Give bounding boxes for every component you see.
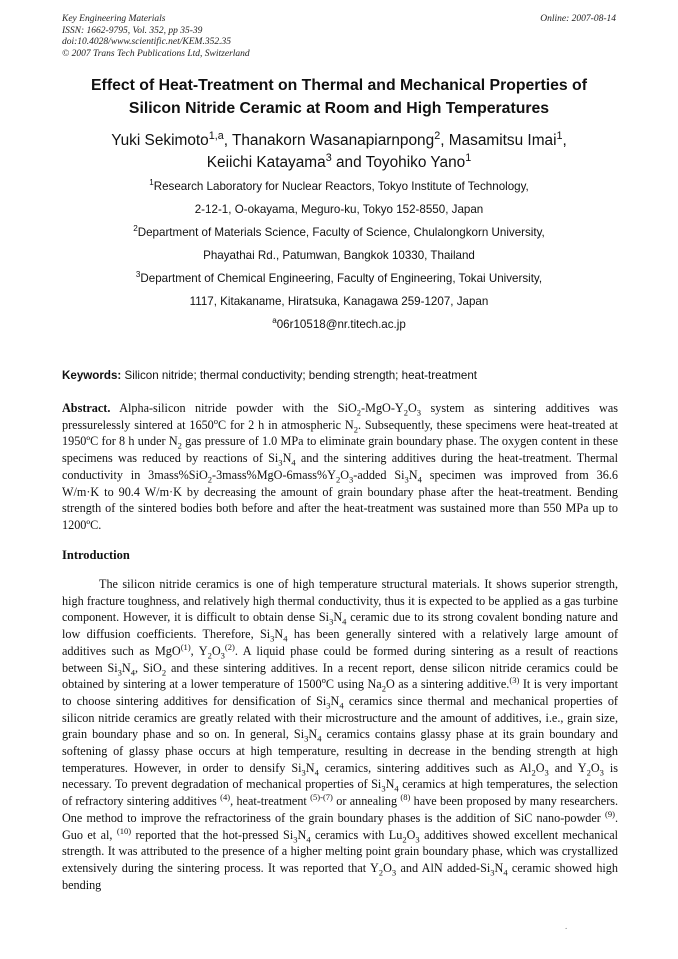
email-line <box>30 316 648 334</box>
intro-t: and these sintering additives. In a recent report, dense silicon nitride ceramics could be obtained by sintering at a lower temperature of 1500 <box>62 660 618 692</box>
intro-t: has been generally sintered with a relatively large amount of additives such as MgO <box>62 627 619 658</box>
aff-3-num: 3 <box>135 270 141 280</box>
abs-t14: specimen was improved from 36.6 W/m·K to 90.4 W/m·K by decreasing the amount of grain boundary phase after the heat-treatment. Bending strength of the sintered bodies both before and after the heat-treatment was sustained more than 550 MPa up to 1200ºC. <box>62 467 618 532</box>
intro-t: C using Na <box>325 677 382 692</box>
abstract-label: Abstract. <box>62 401 111 415</box>
intro-t: ceramics, sintering additives such as Al <box>318 760 532 775</box>
intro-t: have been proposed by many researchers. One method to improve the refractoriness of the grain boundary phases is the addition of SiC nano-powder <box>62 794 619 825</box>
page-mark: . <box>565 921 568 931</box>
sub: 3 <box>304 733 309 744</box>
sub: 3 <box>349 474 354 485</box>
authors-line-2 <box>30 152 648 174</box>
affiliation-3-line-2: 1117, Kitakaname, Hiratsuka, Kanagawa 259-1207, Japan <box>189 295 489 308</box>
sub: 2 <box>335 474 341 485</box>
intro-t: N <box>121 660 131 675</box>
sub: 4 <box>339 700 344 711</box>
degree-sup: o <box>213 415 219 426</box>
journal-meta <box>62 14 250 60</box>
intro-t: O <box>211 643 221 658</box>
sub: 3 <box>329 616 334 627</box>
author-3: Masamitsu Imai <box>448 132 557 149</box>
abs-t5: C for 2 h in atmospheric N <box>218 417 354 432</box>
intro-t: O <box>383 860 392 875</box>
abs-t9: and the sintering additives during the heat-treatment. Thermal conductivity in 3mass%SiO <box>62 451 618 482</box>
sub: 4 <box>306 833 311 844</box>
abs-t12: -added Si <box>353 467 405 482</box>
intro-t: The silicon nitride ceramics is one of high temperature structural materials. It shows superior strength, high fracture toughness, and relatively high thermal conductivity, thus it is expected to be applied as a gas turbine component. However, it is difficult to obtain dense Si <box>62 577 618 625</box>
author-5-sup: 1 <box>465 151 472 164</box>
intro-t: It is very important to choose sintering additives for densification of Si <box>62 677 619 708</box>
title-line-1: Effect of Heat-Treatment on Thermal and Mechanical Properties of <box>91 77 587 94</box>
intro-t: O <box>406 827 416 842</box>
author-2: Thanakorn Wasanapiarnpong <box>231 132 435 149</box>
sub: 2 <box>402 833 407 844</box>
author-1: Yuki Sekimoto <box>111 132 209 149</box>
sub: 4 <box>417 474 422 485</box>
sub: 2 <box>586 767 591 778</box>
authors-line-1: Yuki Sekimoto$^{1,a}$, Thanakorn Wasanapiarnpong$^2$, Masamitsu Imai$^1$, <box>111 129 567 149</box>
paper-title <box>40 74 638 120</box>
copyright: © 2007 Trans Tech Publications Ltd, Switzerland <box>62 48 250 59</box>
intro-t: N <box>305 760 315 775</box>
sub: 3 <box>326 700 331 711</box>
intro-t: N <box>308 727 318 742</box>
abs-t10: -3mass%MgO-6mass%Y <box>212 467 336 482</box>
intro-t: N <box>333 610 343 625</box>
ref-8[interactable]: (8) <box>400 792 411 803</box>
degree-sup: o <box>321 675 326 686</box>
author-2-sup: 2 <box>434 129 441 142</box>
author-5: Toyohiko Yano <box>365 154 466 171</box>
affiliation-1-line-2: 2-12-1, O-okayama, Meguro-ku, Tokyo 152-8550, Japan <box>194 203 484 216</box>
keywords <box>62 368 622 384</box>
sub: 3 <box>416 407 422 418</box>
intro-t: N <box>297 827 307 842</box>
abs-t1: Alpha-silicon nitride powder with the SiO <box>119 401 357 415</box>
sub: 2 <box>356 407 362 418</box>
aff-1-text: Research Laboratory for Nuclear Reactors, Tokyo Institute of Technology, <box>153 180 529 193</box>
sub: 4 <box>317 733 322 744</box>
ref-5-7[interactable]: (5)-(7) <box>310 792 333 803</box>
abs-t13: N <box>408 467 418 482</box>
affiliations <box>30 178 648 334</box>
author-4-sup: 3 <box>325 151 332 164</box>
intro-t: is necessary. To prevent degradation of mechanical properties of Si <box>62 760 618 792</box>
aff-2-num: 2 <box>133 224 138 234</box>
intro-t: ceramic due to its strong covalent bonding nature and low diffusion coefficients. Therefore, Si <box>62 610 618 642</box>
sub: 4 <box>283 633 288 644</box>
intro-t: O as a sintering additive. <box>385 677 510 692</box>
email-sup: a <box>272 316 277 326</box>
sub: 3 <box>599 767 604 778</box>
intro-t: O <box>590 760 600 775</box>
sub: 2 <box>161 666 167 677</box>
abstract-paragraph <box>62 400 618 534</box>
sub: 3 <box>381 783 386 794</box>
sub: 3 <box>220 650 225 661</box>
intro-t: and AlN added-Si <box>396 860 491 875</box>
email-address[interactable]: 06r10518@nr.titech.ac.jp <box>276 318 406 331</box>
intro-t: ceramics with Lu <box>310 827 403 842</box>
sub: 3 <box>117 666 122 677</box>
affiliation-1-line-1 <box>30 178 648 196</box>
ref-4[interactable]: (4) <box>220 792 231 803</box>
author-1-sup: 1,a <box>208 129 224 142</box>
intro-t: and Y <box>548 760 587 775</box>
sub: 2 <box>403 407 408 418</box>
keywords-label: Keywords: <box>62 369 122 382</box>
sub: 3 <box>278 457 283 468</box>
sub: 4 <box>394 783 399 794</box>
introduction-paragraph <box>62 576 618 893</box>
sub: 4 <box>342 616 347 627</box>
sub: 2 <box>531 767 536 778</box>
intro-t: , SiO <box>134 660 162 675</box>
intro-t: N <box>274 627 284 642</box>
aff-1-num: 1 <box>149 178 154 188</box>
intro-t: , heat-treatment <box>230 794 307 809</box>
author-4: Keiichi Katayama <box>206 154 326 171</box>
author-list <box>30 130 648 174</box>
intro-t: ceramics contains glassy phase at its grain boundary and softening of glassy phase occurs at high temperature, resulting in decrease in the bending strength at high temperatures. However, in order to densify Si <box>62 727 619 775</box>
abs-t7: gas pressure of 1.0 MPa to eliminate grain boundary phase. The oxygen content in these specimens was reduced by reactions of Si <box>62 434 618 466</box>
sub: 3 <box>544 767 549 778</box>
ref-3[interactable]: (3) <box>509 675 520 686</box>
abstract <box>62 400 618 534</box>
abs-t8: N <box>282 451 292 466</box>
and-word: and <box>335 154 362 171</box>
intro-t: , Y <box>190 643 208 658</box>
ref-10[interactable]: (10) <box>116 825 132 836</box>
affiliation-2-line-2: Phayathai Rd., Patumwan, Bangkok 10330, Thailand <box>203 249 475 262</box>
ref-9[interactable]: (9) <box>605 808 615 819</box>
sub: 3 <box>391 867 397 878</box>
keywords-text: Silicon nitride; thermal conductivity; bending strength; heat-treatment <box>124 369 478 382</box>
sub: 3 <box>293 833 298 844</box>
intro-t: ceramics at high temperatures, the selection of refractory sintering additives <box>62 777 618 809</box>
ref-2[interactable]: (2) <box>224 641 235 652</box>
sub: 4 <box>503 867 508 878</box>
intro-t: N <box>330 693 340 708</box>
online-date: Online: 2007-08-14 <box>540 14 616 24</box>
intro-t: or annealing <box>332 794 398 809</box>
aff-2-text: Department of Materials Science, Faculty of Science, Chulalongkorn University, <box>137 226 545 239</box>
abs-t3: O <box>407 401 417 415</box>
introduction-heading: Introduction <box>62 548 130 562</box>
intro-t: O <box>535 760 545 775</box>
sub: 4 <box>314 767 319 778</box>
sub: 3 <box>270 633 275 644</box>
sub: 3 <box>301 767 306 778</box>
intro-t: N <box>494 860 504 875</box>
sub: 3 <box>490 867 495 878</box>
intro-t: ceramics since thermal and mechanical properties of silicon nitride ceramics are greatly related with their microstructure and the amount of additives, i.e., grain size, grain boundary phase and so on. In general, Si <box>62 693 618 742</box>
abs-t4: system as sintering additives was pressurelessly sintered at 1650 <box>62 401 618 432</box>
sub: 2 <box>207 650 212 661</box>
intro-t: reported that the hot-pressed Si <box>131 827 294 842</box>
sub: 2 <box>207 474 213 485</box>
aff-3-text: Department of Chemical Engineering, Faculty of Engineering, Tokai University, <box>140 272 543 285</box>
issn: ISSN: 1662-9795, Vol. 352, pp 35-39 <box>62 25 203 36</box>
sub: 3 <box>404 474 409 485</box>
introduction-body <box>62 576 618 893</box>
journal-name: Key Engineering Materials <box>62 14 166 24</box>
abs-t11: O <box>340 467 350 482</box>
intro-t: . A liquid phase could be formed during sintering as a result of reactions between Si <box>62 643 618 675</box>
sub: 3 <box>415 833 420 844</box>
affiliation-2-line-1 <box>30 224 648 242</box>
intro-t: additives showed excellent mechanical strength. It was attributed to the presence of a higher melting point grain boundary phase, which was crystallized extensively during the sintering process. It was reported that Y <box>62 827 618 875</box>
sub: 2 <box>353 424 358 435</box>
sub: 2 <box>381 683 386 694</box>
sub: 4 <box>291 457 296 468</box>
abs-t6: . Subsequently, these specimens were heat-treated at 1950ºC for 8 h under N <box>62 417 618 449</box>
doi[interactable]: doi:10.4028/www.scientific.net/KEM.352.35 <box>62 37 231 48</box>
author-3-sup: 1 <box>556 129 563 142</box>
intro-t: ceramic showed high bending <box>62 860 618 892</box>
sub: 2 <box>177 440 182 451</box>
abs-t2: -MgO-Y <box>361 401 404 415</box>
sub: 2 <box>378 867 384 878</box>
affiliation-3-line-1 <box>30 270 648 288</box>
ref-1[interactable]: (1) <box>180 641 191 652</box>
intro-t: . Guo et al, <box>62 810 618 842</box>
title-line-2: Silicon Nitride Ceramic at Room and High Temperatures <box>128 100 550 117</box>
sub: 4 <box>130 666 135 677</box>
intro-t: N <box>385 777 395 792</box>
